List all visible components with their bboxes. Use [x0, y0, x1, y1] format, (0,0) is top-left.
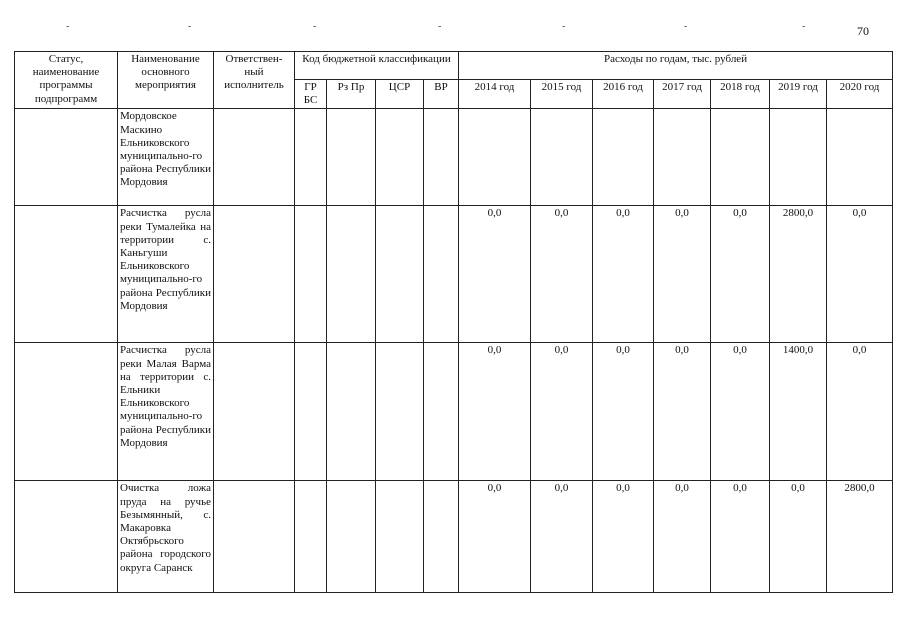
value-cell: 0,0: [711, 481, 770, 593]
rzpr-cell: [327, 481, 376, 593]
page-number: 70: [857, 24, 869, 38]
header-year: 2014 год: [459, 80, 531, 109]
value-cell: 2800,0: [770, 206, 827, 343]
value-cell: 0,0: [593, 481, 654, 593]
grbs-cell: [295, 206, 327, 343]
header-mark: -: [188, 21, 192, 32]
table-row: [15, 343, 893, 481]
vr-cell: [424, 481, 459, 593]
status-cell: [15, 343, 118, 481]
measure-cell: Очистка ложа пруда на ручье Безымянный, с. Макаровка Октябрьского района городского округа Саранск: [118, 481, 214, 593]
table-header: [15, 52, 893, 109]
grbs-cell: [295, 109, 327, 206]
value-cell: 0,0: [711, 343, 770, 481]
header-year: 2015 год: [531, 80, 593, 109]
value-cell: 0,0: [593, 343, 654, 481]
csr-cell: [376, 206, 424, 343]
value-cell: 0,0: [654, 206, 711, 343]
value-cell: [827, 109, 893, 206]
value-cell: 0,0: [654, 343, 711, 481]
value-cell: 0,0: [711, 206, 770, 343]
table-row: [15, 481, 893, 593]
value-cell: 0,0: [459, 206, 531, 343]
rzpr-cell: [327, 343, 376, 481]
csr-cell: [376, 109, 424, 206]
header-year: 2016 год: [593, 80, 654, 109]
value-cell: 0,0: [459, 343, 531, 481]
table-row: [15, 206, 893, 343]
header-year: 2020 год: [827, 80, 893, 109]
measure-cell: Расчистка русла реки Малая Варма на территории с. Ельники Ельниковского муниципально-го района Республики Мордовия: [118, 343, 214, 481]
header-status: Статус, наименование программы подпрограмм: [15, 52, 118, 109]
header-mark: -: [313, 21, 317, 32]
header-executor: Ответствен-ный исполнитель: [214, 52, 295, 109]
value-cell: 1400,0: [770, 343, 827, 481]
value-cell: [593, 109, 654, 206]
budget-table: [14, 51, 893, 593]
value-cell: [770, 109, 827, 206]
header-vr: ВР: [424, 80, 459, 109]
header-rzpr: Рз Пр: [327, 80, 376, 109]
header-expenses: Расходы по годам, тыс. рублей: [459, 52, 893, 80]
grbs-cell: [295, 343, 327, 481]
value-cell: 0,0: [593, 206, 654, 343]
value-cell: 0,0: [531, 481, 593, 593]
status-cell: [15, 481, 118, 593]
measure-cell: Мордовское Маскино Ельниковского муниципально-го района Республики Мордовия: [118, 109, 214, 206]
value-cell: 2800,0: [827, 481, 893, 593]
status-cell: [15, 206, 118, 343]
value-cell: [531, 109, 593, 206]
header-year: 2017 год: [654, 80, 711, 109]
header-mark: -: [684, 21, 688, 32]
header-year: 2018 год: [711, 80, 770, 109]
value-cell: 0,0: [770, 481, 827, 593]
grbs-cell: [295, 481, 327, 593]
value-cell: 0,0: [827, 343, 893, 481]
rzpr-cell: [327, 109, 376, 206]
table-row: [15, 109, 893, 206]
value-cell: [459, 109, 531, 206]
rzpr-cell: [327, 206, 376, 343]
header-csr: ЦСР: [376, 80, 424, 109]
value-cell: 0,0: [654, 481, 711, 593]
value-cell: 0,0: [827, 206, 893, 343]
header-mark: -: [438, 21, 442, 32]
vr-cell: [424, 206, 459, 343]
header-grbs: ГР БС: [295, 80, 327, 109]
value-cell: [711, 109, 770, 206]
table-body: [15, 109, 893, 593]
header-measure: Наименование основного мероприятия: [118, 52, 214, 109]
value-cell: [654, 109, 711, 206]
csr-cell: [376, 481, 424, 593]
executor-cell: [214, 109, 295, 206]
value-cell: 0,0: [531, 343, 593, 481]
header-budget-code: Код бюджетной классификации: [295, 52, 459, 80]
executor-cell: [214, 343, 295, 481]
vr-cell: [424, 109, 459, 206]
executor-cell: [214, 481, 295, 593]
csr-cell: [376, 343, 424, 481]
measure-cell: Расчистка русла реки Тумалейка на территории с. Каньгуши Ельниковского муниципально-го района Республики Мордовия: [118, 206, 214, 343]
executor-cell: [214, 206, 295, 343]
header-mark: -: [562, 21, 566, 32]
header-mark: -: [66, 21, 70, 32]
header-year: 2019 год: [770, 80, 827, 109]
value-cell: 0,0: [531, 206, 593, 343]
status-cell: [15, 109, 118, 206]
vr-cell: [424, 343, 459, 481]
header-mark: -: [802, 21, 806, 32]
value-cell: 0,0: [459, 481, 531, 593]
